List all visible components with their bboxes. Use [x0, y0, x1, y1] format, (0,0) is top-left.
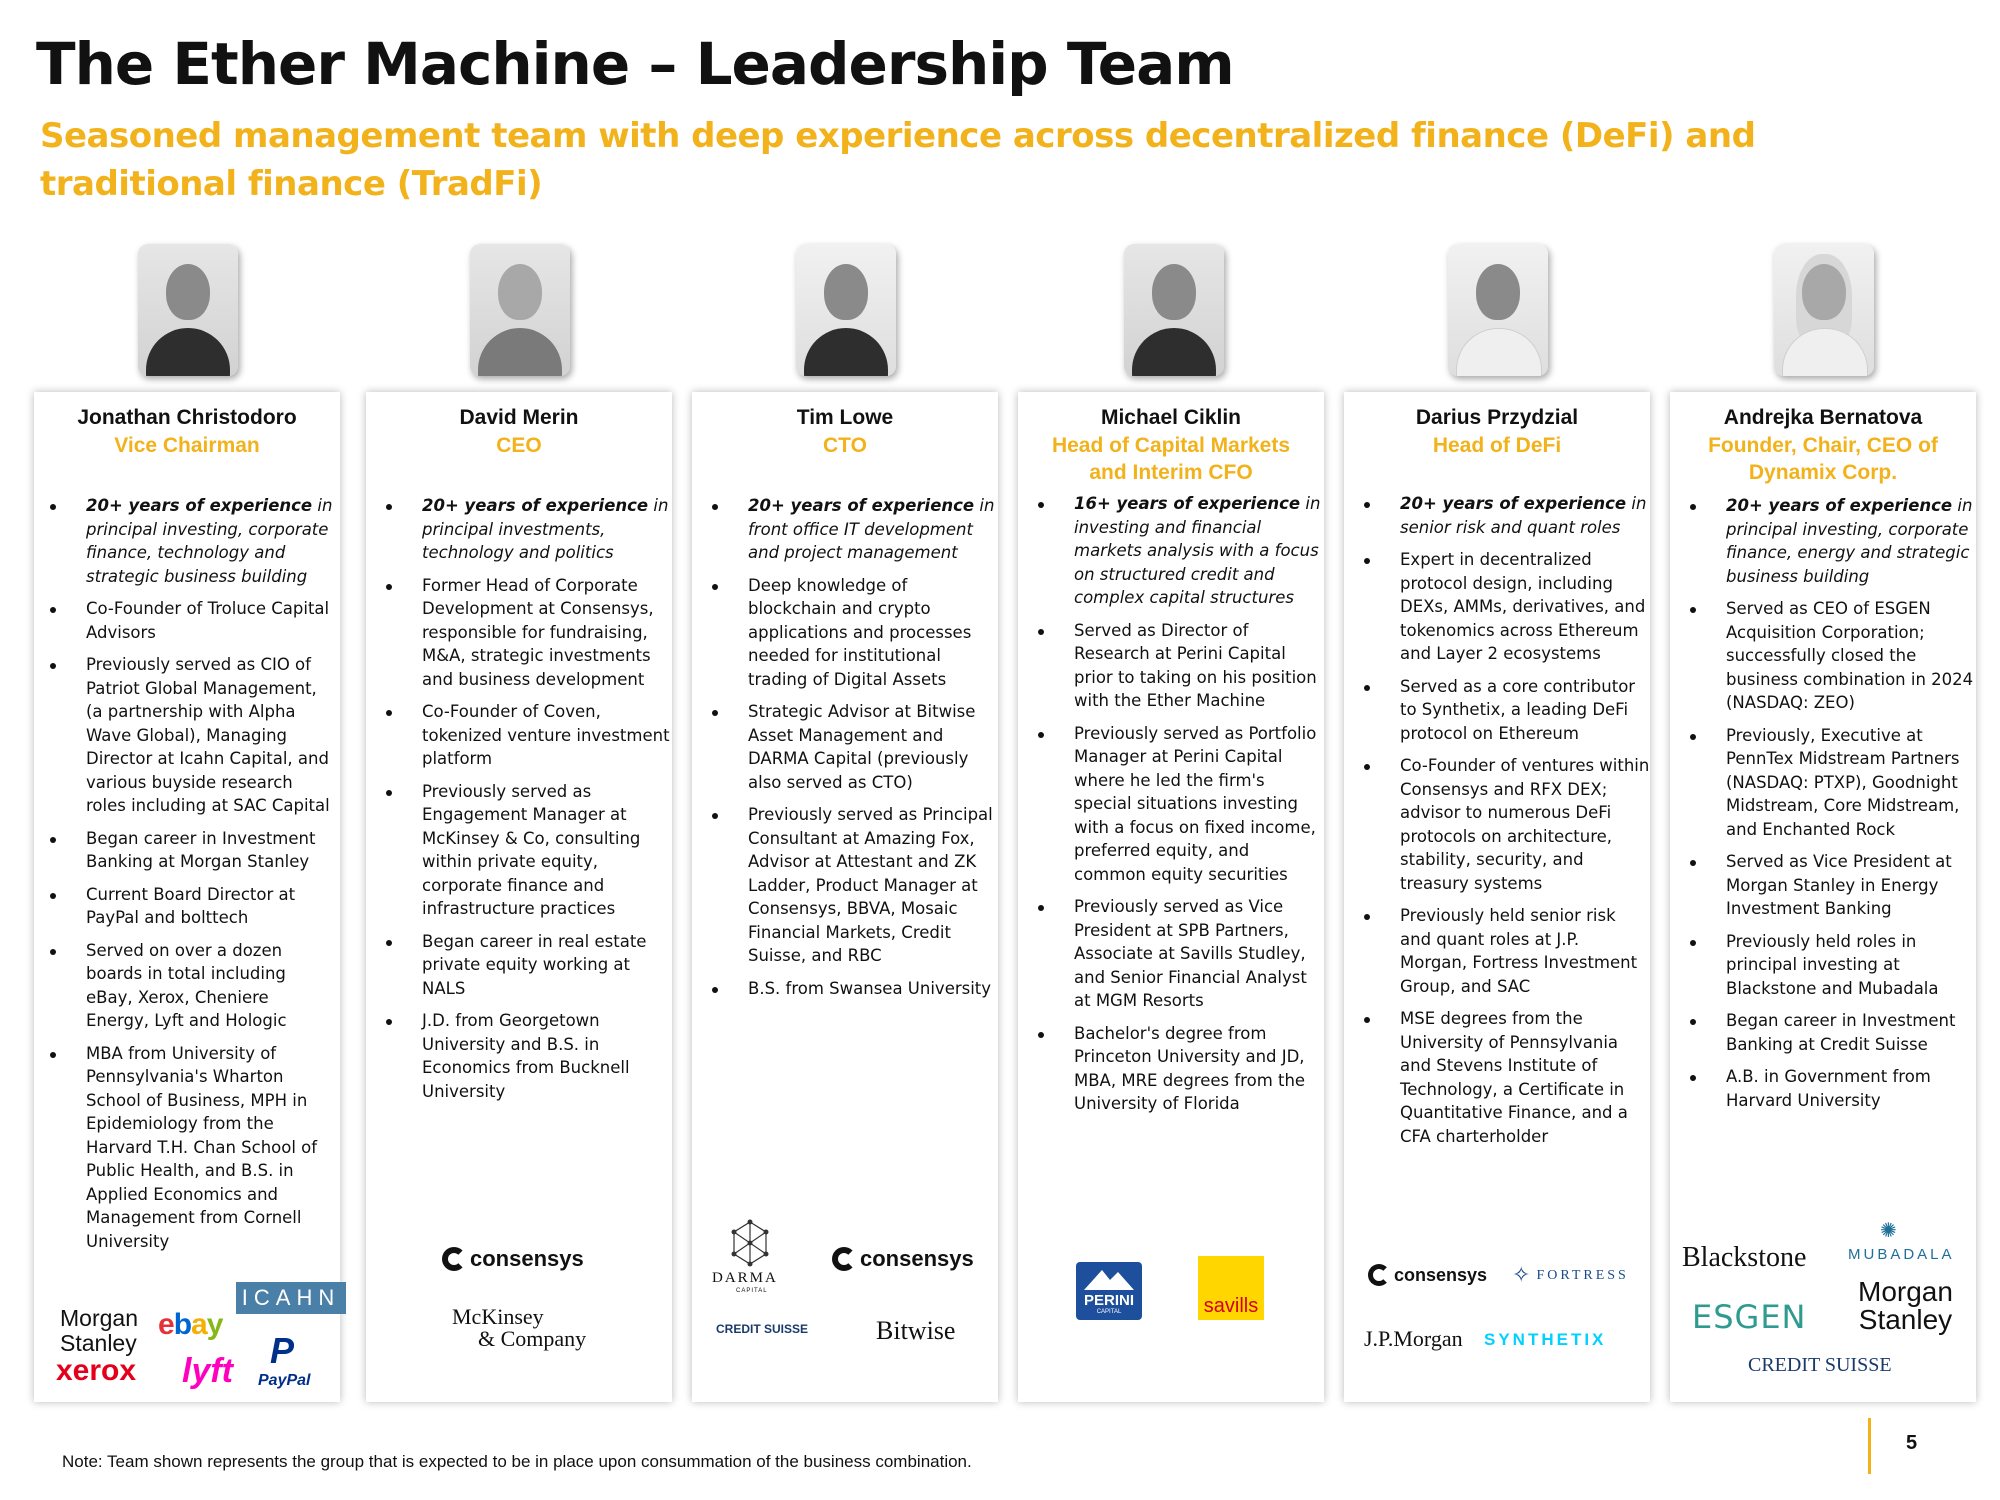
bullet-item: Previously served as CIO of Patriot Global Management, (a partnership with Alpha Wave Global), Managing Director at Icahn Capital, and various buyside research roles including at SAC Capital	[48, 653, 336, 818]
team-card-jonathan-christodoro	[34, 392, 340, 1402]
bullet-item: 20+ years of experience in principal investing, corporate finance, energy and strategic business building	[1688, 494, 1976, 588]
bullet-item: J.D. from Georgetown University and B.S. in Economics from Bucknell University	[384, 1009, 672, 1103]
bullet-item: Previously served as Principal Consultant at Amazing Fox, Advisor at Attestant and ZK Ladder, Product Manager at Consensys, BBVA, Mosaic Financial Markets, Credit Suisse, and RBC	[710, 803, 998, 968]
fortress-logo: ✧ FORTRESS	[1512, 1262, 1629, 1287]
esgen-logo: ESGEN	[1692, 1298, 1807, 1336]
bullet-item: Previously served as Portfolio Manager at Perini Capital where he led the firm's special situations investing with a focus on fixed income, preferred equity, and common equity securities	[1036, 722, 1324, 887]
bitwise-logo: Bitwise	[876, 1316, 956, 1345]
bullet-list	[1036, 492, 1324, 1125]
member-role: Founder, Chair, CEO of Dynamix Corp.	[1708, 434, 1938, 484]
bullet-item: 20+ years of experience in front office IT development and project management	[710, 494, 998, 565]
bullet-item: 16+ years of experience in investing and financial markets analysis with a focus on structured credit and complex capital structures	[1036, 492, 1324, 610]
member-name: Jonathan Christodoro	[77, 406, 297, 429]
member-name: Andrejka Bernatova	[1723, 406, 1923, 429]
mubadala-icon: ✺	[1880, 1220, 1897, 1242]
bullet-item: Co-Founder of Troluce Capital Advisors	[48, 597, 336, 644]
page-title: The Ether Machine – Leadership Team	[36, 30, 1234, 98]
michael-ciklin-photo	[1124, 244, 1224, 376]
bullet-item: Deep knowledge of blockchain and crypto applications and processes needed for institutional trading of Digital Assets	[710, 574, 998, 692]
member-name: Michael Ciklin	[1100, 406, 1242, 429]
darma-logo: DARMA	[712, 1270, 778, 1286]
perini-capital-logo: PERINI CAPITAL	[1076, 1262, 1142, 1320]
bullet-list	[710, 494, 998, 1009]
bullet-list	[384, 494, 672, 1112]
member-name: Darius Przydzial	[1415, 406, 1579, 429]
bullet-item: Served as Director of Research at Perini Capital prior to taking on his position with the Ether Machine	[1036, 619, 1324, 713]
bullet-item: Previously served as Vice President at SPB Partners, Associate at Savills Studley, and Senior Financial Analyst at MGM Resorts	[1036, 895, 1324, 1013]
tim-lowe-photo	[796, 244, 896, 376]
page-number-divider	[1868, 1418, 1871, 1474]
bullet-item: B.S. from Swansea University	[710, 977, 998, 1001]
team-card-tim-lowe	[692, 392, 998, 1402]
xerox-logo: xerox	[56, 1354, 137, 1387]
bullet-item: Served on over a dozen boards in total including eBay, Xerox, Cheniere Energy, Lyft and Hologic	[48, 939, 336, 1033]
bullet-item: Co-Founder of Coven, tokenized venture investment platform	[384, 700, 672, 771]
andrejka-bernatova-photo	[1774, 244, 1874, 376]
credit-suisse-logo: CREDIT SUISSE	[716, 1322, 809, 1336]
synthetix-logo: SYNTHETIX	[1484, 1330, 1607, 1349]
team-card-andrejka-bernatova	[1670, 392, 1976, 1402]
bullet-item: Co-Founder of ventures within Consensys and RFX DEX; advisor to numerous DeFi protocols on architecture, stability, security, and treasury systems	[1362, 754, 1650, 895]
team-card-david-merin	[366, 392, 672, 1402]
bullet-item: Former Head of Corporate Development at Consensys, responsible for fundraising, M&A, strategic investments and business development	[384, 574, 672, 692]
member-name: Tim Lowe	[796, 406, 894, 429]
bullet-item: Previously held senior risk and quant roles at J.P. Morgan, Fortress Investment Group, and SAC	[1362, 904, 1650, 998]
bullet-item: Began career in real estate private equity working at NALS	[384, 930, 672, 1001]
member-role: Vice Chairman	[114, 434, 260, 457]
icahn-logo: ICAHN	[236, 1282, 346, 1314]
jonathan-christodoro-photo	[138, 244, 238, 376]
credit-suisse-logo: CREDIT SUISSE	[1748, 1354, 1892, 1376]
jpmorgan-logo: J.P.Morgan	[1364, 1326, 1463, 1351]
bullet-list	[48, 494, 336, 1262]
lyft-logo: lyft	[182, 1352, 233, 1390]
bullet-item: Current Board Director at PayPal and bolttech	[48, 883, 336, 930]
darma-icon	[722, 1218, 778, 1268]
page-subtitle: Seasoned management team with deep experience across decentralized finance (DeFi) and traditional finance (TradFi)	[40, 116, 1756, 204]
paypal-icon: P	[270, 1330, 295, 1371]
bullet-item: 20+ years of experience in senior risk and quant roles	[1362, 492, 1650, 539]
darius-przydzial-photo	[1448, 244, 1548, 376]
member-role: Head of DeFi	[1432, 434, 1562, 457]
ebay-logo: ebay	[158, 1308, 223, 1341]
member-role: Head of Capital Markets and Interim CFO	[1051, 434, 1291, 484]
consensys-logo: consensys	[832, 1246, 974, 1272]
bullet-item: Strategic Advisor at Bitwise Asset Management and DARMA Capital (previously also served as CTO)	[710, 700, 998, 794]
bullet-list	[1362, 492, 1650, 1157]
bullet-item: A.B. in Government from Harvard University	[1688, 1065, 1976, 1112]
bullet-item: Began career in Investment Banking at Credit Suisse	[1688, 1009, 1976, 1056]
paypal-logo: PayPal	[258, 1372, 311, 1389]
footnote: Note: Team shown represents the group that is expected to be in place upon consummation of the business combination.	[62, 1452, 972, 1471]
bullet-list	[1688, 494, 1976, 1121]
darma-capital-text: CAPITAL	[736, 1288, 768, 1294]
bullet-item: Previously, Executive at PennTex Midstream Partners (NASDAQ: PTXP), Goodnight Midstream, Core Midstream, and Enchanted Rock	[1688, 724, 1976, 842]
bullet-item: Served as Vice President at Morgan Stanley in Energy Investment Banking	[1688, 850, 1976, 921]
bullet-item: Bachelor's degree from Princeton University and JD, MBA, MRE degrees from the University of Florida	[1036, 1022, 1324, 1116]
member-role: CTO	[823, 434, 867, 457]
bullet-item: Began career in Investment Banking at Morgan Stanley	[48, 827, 336, 874]
bullet-item: MBA from University of Pennsylvania's Wharton School of Business, MPH in Epidemiology from the Harvard T.H. Chan School of Public Health, and B.S. in Applied Economics and Management from Cornell University	[48, 1042, 336, 1254]
bullet-item: 20+ years of experience in principal investing, corporate finance, technology and strategic business building	[48, 494, 336, 588]
bullet-item: 20+ years of experience in principal investments, technology and politics	[384, 494, 672, 565]
team-card-michael-ciklin	[1018, 392, 1324, 1402]
morgan-stanley-logo: Morgan Stanley	[60, 1305, 138, 1356]
member-role: CEO	[496, 434, 542, 457]
savills-logo: savills	[1198, 1256, 1264, 1320]
bullet-item: MSE degrees from the University of Pennsylvania and Stevens Institute of Technology, a Certificate in Quantitative Finance, and a CFA charterholder	[1362, 1007, 1650, 1148]
blackstone-logo: Blackstone	[1682, 1242, 1807, 1273]
david-merin-photo	[470, 244, 570, 376]
consensys-logo: consensys	[1368, 1264, 1487, 1286]
bullet-item: Served as CEO of ESGEN Acquisition Corporation; successfully closed the business combination in 2024 (NASDAQ: ZEO)	[1688, 597, 1976, 715]
bullet-item: Expert in decentralized protocol design, including DEXs, AMMs, derivatives, and tokenomics across Ethereum and Layer 2 ecosystems	[1362, 548, 1650, 666]
mubadala-logo: MUBADALA	[1848, 1246, 1955, 1263]
member-name: David Merin	[459, 406, 579, 429]
bullet-item: Previously held roles in principal investing at Blackstone and Mubadala	[1688, 930, 1976, 1001]
bullet-item: Served as a core contributor to Synthetix, a leading DeFi protocol on Ethereum	[1362, 675, 1650, 746]
consensys-logo: consensys	[442, 1246, 584, 1272]
morgan-stanley-logo: Morgan Stanley	[1858, 1276, 1953, 1335]
bullet-item: Previously served as Engagement Manager at McKinsey & Co, consulting within private equity, corporate finance and infrastructure practices	[384, 780, 672, 921]
page-number: 5	[1906, 1432, 1918, 1454]
team-card-darius-przydzial	[1344, 392, 1650, 1402]
mckinsey-logo: McKinsey & Company	[452, 1304, 587, 1351]
